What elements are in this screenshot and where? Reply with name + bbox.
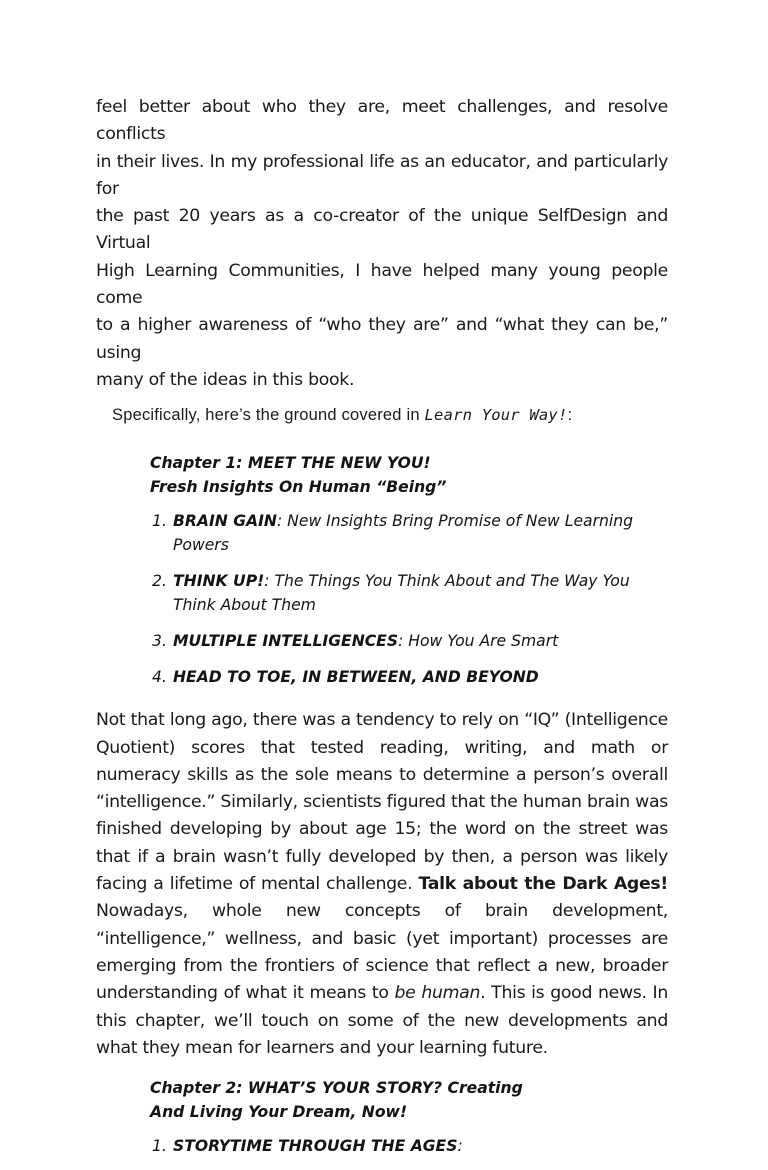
section-list-item: [152, 629, 668, 653]
chapter-1-title: Chapter 1: MEET THE NEW YOU!: [150, 454, 431, 473]
chapter-1-summary: [96, 707, 668, 1062]
section-list-item: [152, 569, 668, 617]
section-list-item: [152, 1134, 668, 1158]
chapter-2-outline: [150, 1076, 668, 1158]
intro-line-2: in their lives. In my professional life as an educator, and particularly for: [96, 151, 668, 199]
section-number: 1.: [152, 512, 167, 531]
section-number: 2.: [152, 572, 167, 591]
section-number: 1.: [152, 1137, 167, 1156]
chapter-1-sections: [150, 509, 668, 689]
chapter-2-title: Chapter 2: WHAT’S YOUR STORY? Creating: [150, 1079, 523, 1098]
summary-text-1: Not that long ago, there was a tendency to rely on “IQ” (Intelligence Quotient) scores that tested reading, writing, and math or numeracy skills as the sole means to determine a person’s overall “intelligence.” Similarly, scientists figured that the human brain was finished developing by about age 15; the word on the street was that if a brain wasn’t fully developed by then, a person was likely facing a lifetime of mental challenge.: [96, 710, 668, 895]
section-subtitle: : New Insights Bring Promise of New Learning Powers: [173, 512, 633, 555]
intro-line-1: feel better about who they are, meet challenges, and resolve conflicts: [96, 97, 668, 145]
intro-line-3: the past 20 years as a co-creator of the unique SelfDesign and Virtual: [96, 206, 668, 254]
book-page: [96, 94, 668, 1170]
chapter-2-heading: [150, 1076, 668, 1124]
section-list-item: [152, 509, 668, 557]
intro-line-5: to a higher awareness of “who they are” and “what they can be,” using: [96, 315, 668, 363]
section-subtitle: : The Things You Think About and The Way You Think About Them: [173, 572, 630, 615]
chapter-1-heading: [150, 451, 668, 499]
summary-emphasis: Talk about the Dark Ages!: [418, 874, 668, 895]
section-title: HEAD TO TOE, IN BETWEEN, AND BEYOND: [173, 668, 539, 687]
section-number: 3.: [152, 632, 167, 651]
intro-line-6: many of the ideas in this book.: [96, 369, 355, 390]
coverage-trail: :: [567, 406, 573, 425]
section-title: BRAIN GAIN: [173, 512, 277, 531]
summary-text-3: . This is good news. In this chapter, we’ll touch on some of the new developments and what they mean for learners and your learning future.: [96, 983, 669, 1058]
section-list-item: [152, 665, 668, 689]
section-title: STORYTIME THROUGH THE AGES: [173, 1137, 458, 1156]
book-title: Learn Your Way!: [424, 406, 568, 425]
chapter-2-sections: [150, 1134, 668, 1158]
intro-paragraph: [96, 94, 668, 394]
summary-italic: be human: [394, 983, 481, 1004]
chapter-1-outline: [150, 451, 668, 689]
coverage-intro: [112, 403, 668, 427]
section-subtitle: : How You Are Smart: [398, 632, 559, 651]
section-title: MULTIPLE INTELLIGENCES: [173, 632, 399, 651]
section-subtitle: :: [457, 1137, 463, 1156]
section-number: 4.: [152, 668, 167, 687]
chapter-2-subtitle: And Living Your Dream, Now!: [150, 1103, 408, 1122]
coverage-lead: Specifically, here’s the ground covered in: [112, 406, 425, 425]
chapter-1-subtitle: Fresh Insights On Human “Being”: [150, 478, 447, 497]
section-title: THINK UP!: [173, 572, 265, 591]
summary-text-2: Nowadays, whole new concepts of brain development, “intelligence,” wellness, and basic (yet important) processes are emerging from the frontiers of science that reflect a new, broader understanding of what it means to: [96, 901, 668, 1004]
intro-line-4: High Learning Communities, I have helped many young people come: [96, 260, 668, 309]
